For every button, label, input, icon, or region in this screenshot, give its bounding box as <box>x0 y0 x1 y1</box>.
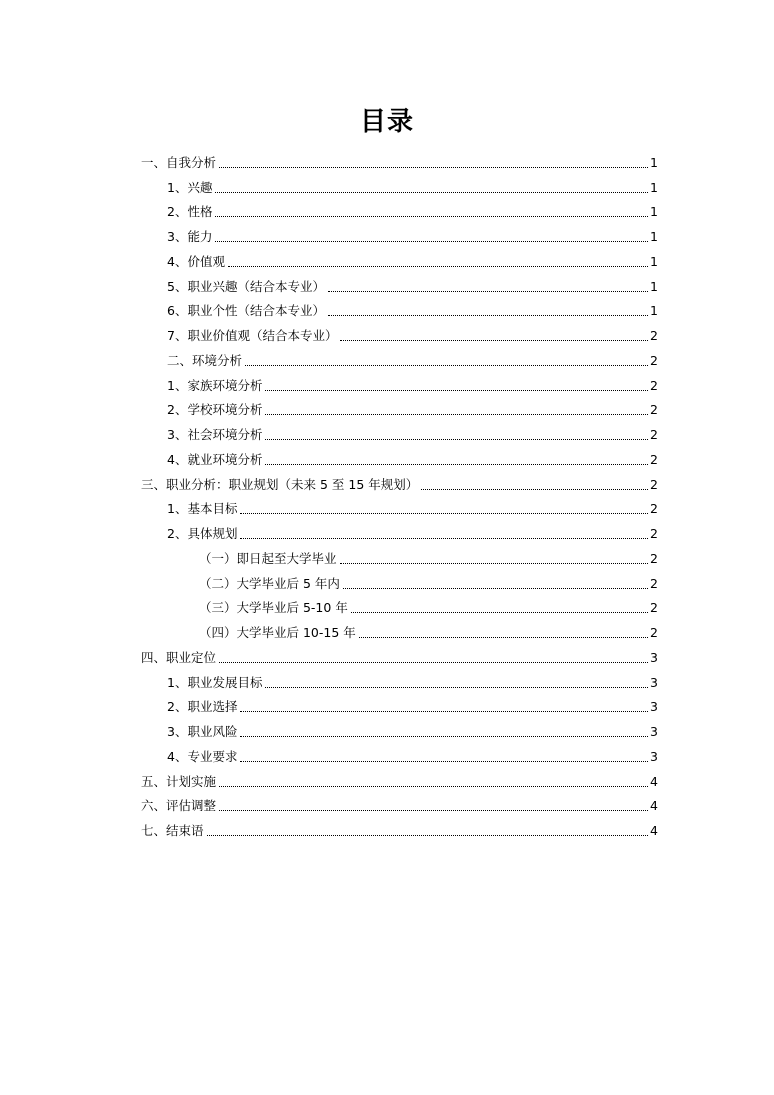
toc-entry-page-number: 4 <box>650 823 658 838</box>
toc-entry[interactable] <box>141 171 658 196</box>
toc-entry-title: 一、自我分析 <box>141 154 217 170</box>
toc-entry-title: 2、学校环境分析 <box>167 402 263 418</box>
toc-entry-title: 1、兴趣 <box>167 179 213 195</box>
dot-leader <box>351 612 648 613</box>
toc-entry-title: 7、职业价值观（结合本专业） <box>167 328 338 343</box>
dot-leader <box>340 563 649 564</box>
toc-entry-page-number: 1 <box>650 154 658 170</box>
toc-entry-title: 2、性格 <box>167 204 213 220</box>
dot-leader <box>219 810 648 811</box>
toc-entry[interactable] <box>141 220 658 245</box>
toc-entry[interactable] <box>141 394 658 419</box>
toc-entry[interactable] <box>141 740 658 765</box>
toc-entry-title: 六、评估调整 <box>141 798 217 814</box>
toc-entry[interactable] <box>141 369 658 394</box>
toc-entry-page-number: 2 <box>650 402 658 418</box>
toc-entry-page-number: 2 <box>650 451 658 467</box>
toc-entry[interactable] <box>141 616 658 641</box>
toc-entry-page-number: 3 <box>650 724 658 739</box>
toc-entry-title: 四、职业定位 <box>141 649 217 665</box>
dot-leader <box>421 489 648 490</box>
toc-entry-title: 2、具体规划 <box>167 526 238 541</box>
dot-leader <box>265 687 648 688</box>
dot-leader <box>219 662 648 663</box>
toc-entry-page-number: 4 <box>650 798 658 814</box>
toc-entry-page-number: 2 <box>650 352 658 368</box>
toc-entry-title: 二、环境分析 <box>167 352 243 368</box>
toc-entry-title: 5、职业兴趣（结合本专业） <box>167 278 325 294</box>
table-of-contents <box>141 146 658 839</box>
toc-entry[interactable] <box>141 344 658 369</box>
toc-entry-page-number: 1 <box>650 229 658 244</box>
toc-entry-page-number: 2 <box>650 427 658 442</box>
toc-entry[interactable] <box>141 319 658 344</box>
dot-leader <box>215 241 648 242</box>
toc-entry-page-number: 2 <box>650 501 658 517</box>
toc-entry-title: 4、价值观 <box>167 253 225 269</box>
dot-leader <box>240 513 648 514</box>
toc-entry[interactable] <box>141 666 658 691</box>
dot-leader <box>328 291 648 292</box>
dot-leader <box>219 167 648 168</box>
toc-entry-page-number: 2 <box>650 625 658 640</box>
toc-entry-title: 3、职业风险 <box>167 724 238 739</box>
toc-entry-page-number: 1 <box>650 303 658 319</box>
toc-entry-title: （二）大学毕业后 5 年内 <box>199 575 340 591</box>
toc-entry-page-number: 3 <box>650 674 658 690</box>
toc-entry[interactable] <box>141 790 658 815</box>
toc-entry-title: （三）大学毕业后 5-10 年 <box>199 600 348 616</box>
toc-entry[interactable] <box>141 295 658 320</box>
toc-entry-page-number: 4 <box>650 773 658 789</box>
toc-entry-title: 3、能力 <box>167 229 213 244</box>
toc-entry-page-number: 2 <box>650 600 658 616</box>
dot-leader <box>240 761 648 762</box>
toc-entry[interactable] <box>141 245 658 270</box>
toc-entry-page-number: 1 <box>650 278 658 294</box>
dot-leader <box>228 266 648 267</box>
toc-entry[interactable] <box>141 814 658 839</box>
dot-leader <box>328 315 648 316</box>
dot-leader <box>245 365 648 366</box>
toc-entry-page-number: 2 <box>650 476 658 492</box>
toc-entry[interactable] <box>141 270 658 295</box>
toc-entry-title: 1、家族环境分析 <box>167 377 263 393</box>
toc-entry[interactable] <box>141 517 658 542</box>
toc-entry[interactable] <box>141 418 658 443</box>
toc-entry-title: 1、职业发展目标 <box>167 674 263 690</box>
toc-entry-title: 七、结束语 <box>141 823 204 838</box>
toc-entry-title: 三、职业分析：职业规划（未来 5 至 15 年规划） <box>141 476 419 492</box>
toc-entry[interactable] <box>141 765 658 790</box>
dot-leader <box>265 464 648 465</box>
dot-leader <box>359 637 648 638</box>
toc-entry[interactable] <box>141 196 658 221</box>
dot-leader <box>265 414 648 415</box>
toc-entry[interactable] <box>141 468 658 493</box>
toc-entry-page-number: 2 <box>650 377 658 393</box>
toc-entry-page-number: 2 <box>650 526 658 541</box>
toc-entry-page-number: 2 <box>650 328 658 343</box>
toc-entry[interactable] <box>141 542 658 567</box>
toc-entry-title: （四）大学毕业后 10-15 年 <box>199 625 356 640</box>
toc-entry-title: 五、计划实施 <box>141 773 217 789</box>
toc-entry[interactable] <box>141 146 658 171</box>
toc-title: 目录 <box>359 107 414 137</box>
dot-leader <box>240 736 648 737</box>
toc-entry-title: 4、专业要求 <box>167 748 238 764</box>
toc-entry-title: 1、基本目标 <box>167 501 238 517</box>
toc-entry[interactable] <box>141 493 658 518</box>
toc-entry-page-number: 3 <box>650 748 658 764</box>
toc-entry[interactable] <box>141 443 658 468</box>
toc-entry-page-number: 2 <box>650 550 658 566</box>
toc-entry[interactable] <box>141 567 658 592</box>
toc-entry-page-number: 1 <box>650 253 658 269</box>
dot-leader <box>340 340 648 341</box>
dot-leader <box>343 588 648 589</box>
toc-entry-page-number: 1 <box>650 179 658 195</box>
toc-entry-page-number: 3 <box>650 649 658 665</box>
dot-leader <box>265 439 648 440</box>
toc-entry-title: （一）即日起至大学毕业 <box>199 550 337 566</box>
toc-entry-page-number: 1 <box>650 204 658 220</box>
toc-entry[interactable] <box>141 715 658 740</box>
toc-entry-title: 6、职业个性（结合本专业） <box>167 303 325 319</box>
dot-leader <box>240 538 648 539</box>
toc-entry-page-number: 3 <box>650 699 658 715</box>
toc-entry-title: 2、职业选择 <box>167 699 238 715</box>
dot-leader <box>240 711 648 712</box>
toc-entry[interactable] <box>141 691 658 716</box>
dot-leader <box>215 216 648 217</box>
toc-entry[interactable] <box>141 592 658 617</box>
toc-entry-title: 4、就业环境分析 <box>167 451 263 467</box>
toc-entry-title: 3、社会环境分析 <box>167 427 263 442</box>
dot-leader <box>219 786 648 787</box>
dot-leader <box>265 390 648 391</box>
dot-leader <box>215 192 648 193</box>
dot-leader <box>207 835 649 836</box>
toc-entry[interactable] <box>141 641 658 666</box>
toc-entry-page-number: 2 <box>650 575 658 591</box>
